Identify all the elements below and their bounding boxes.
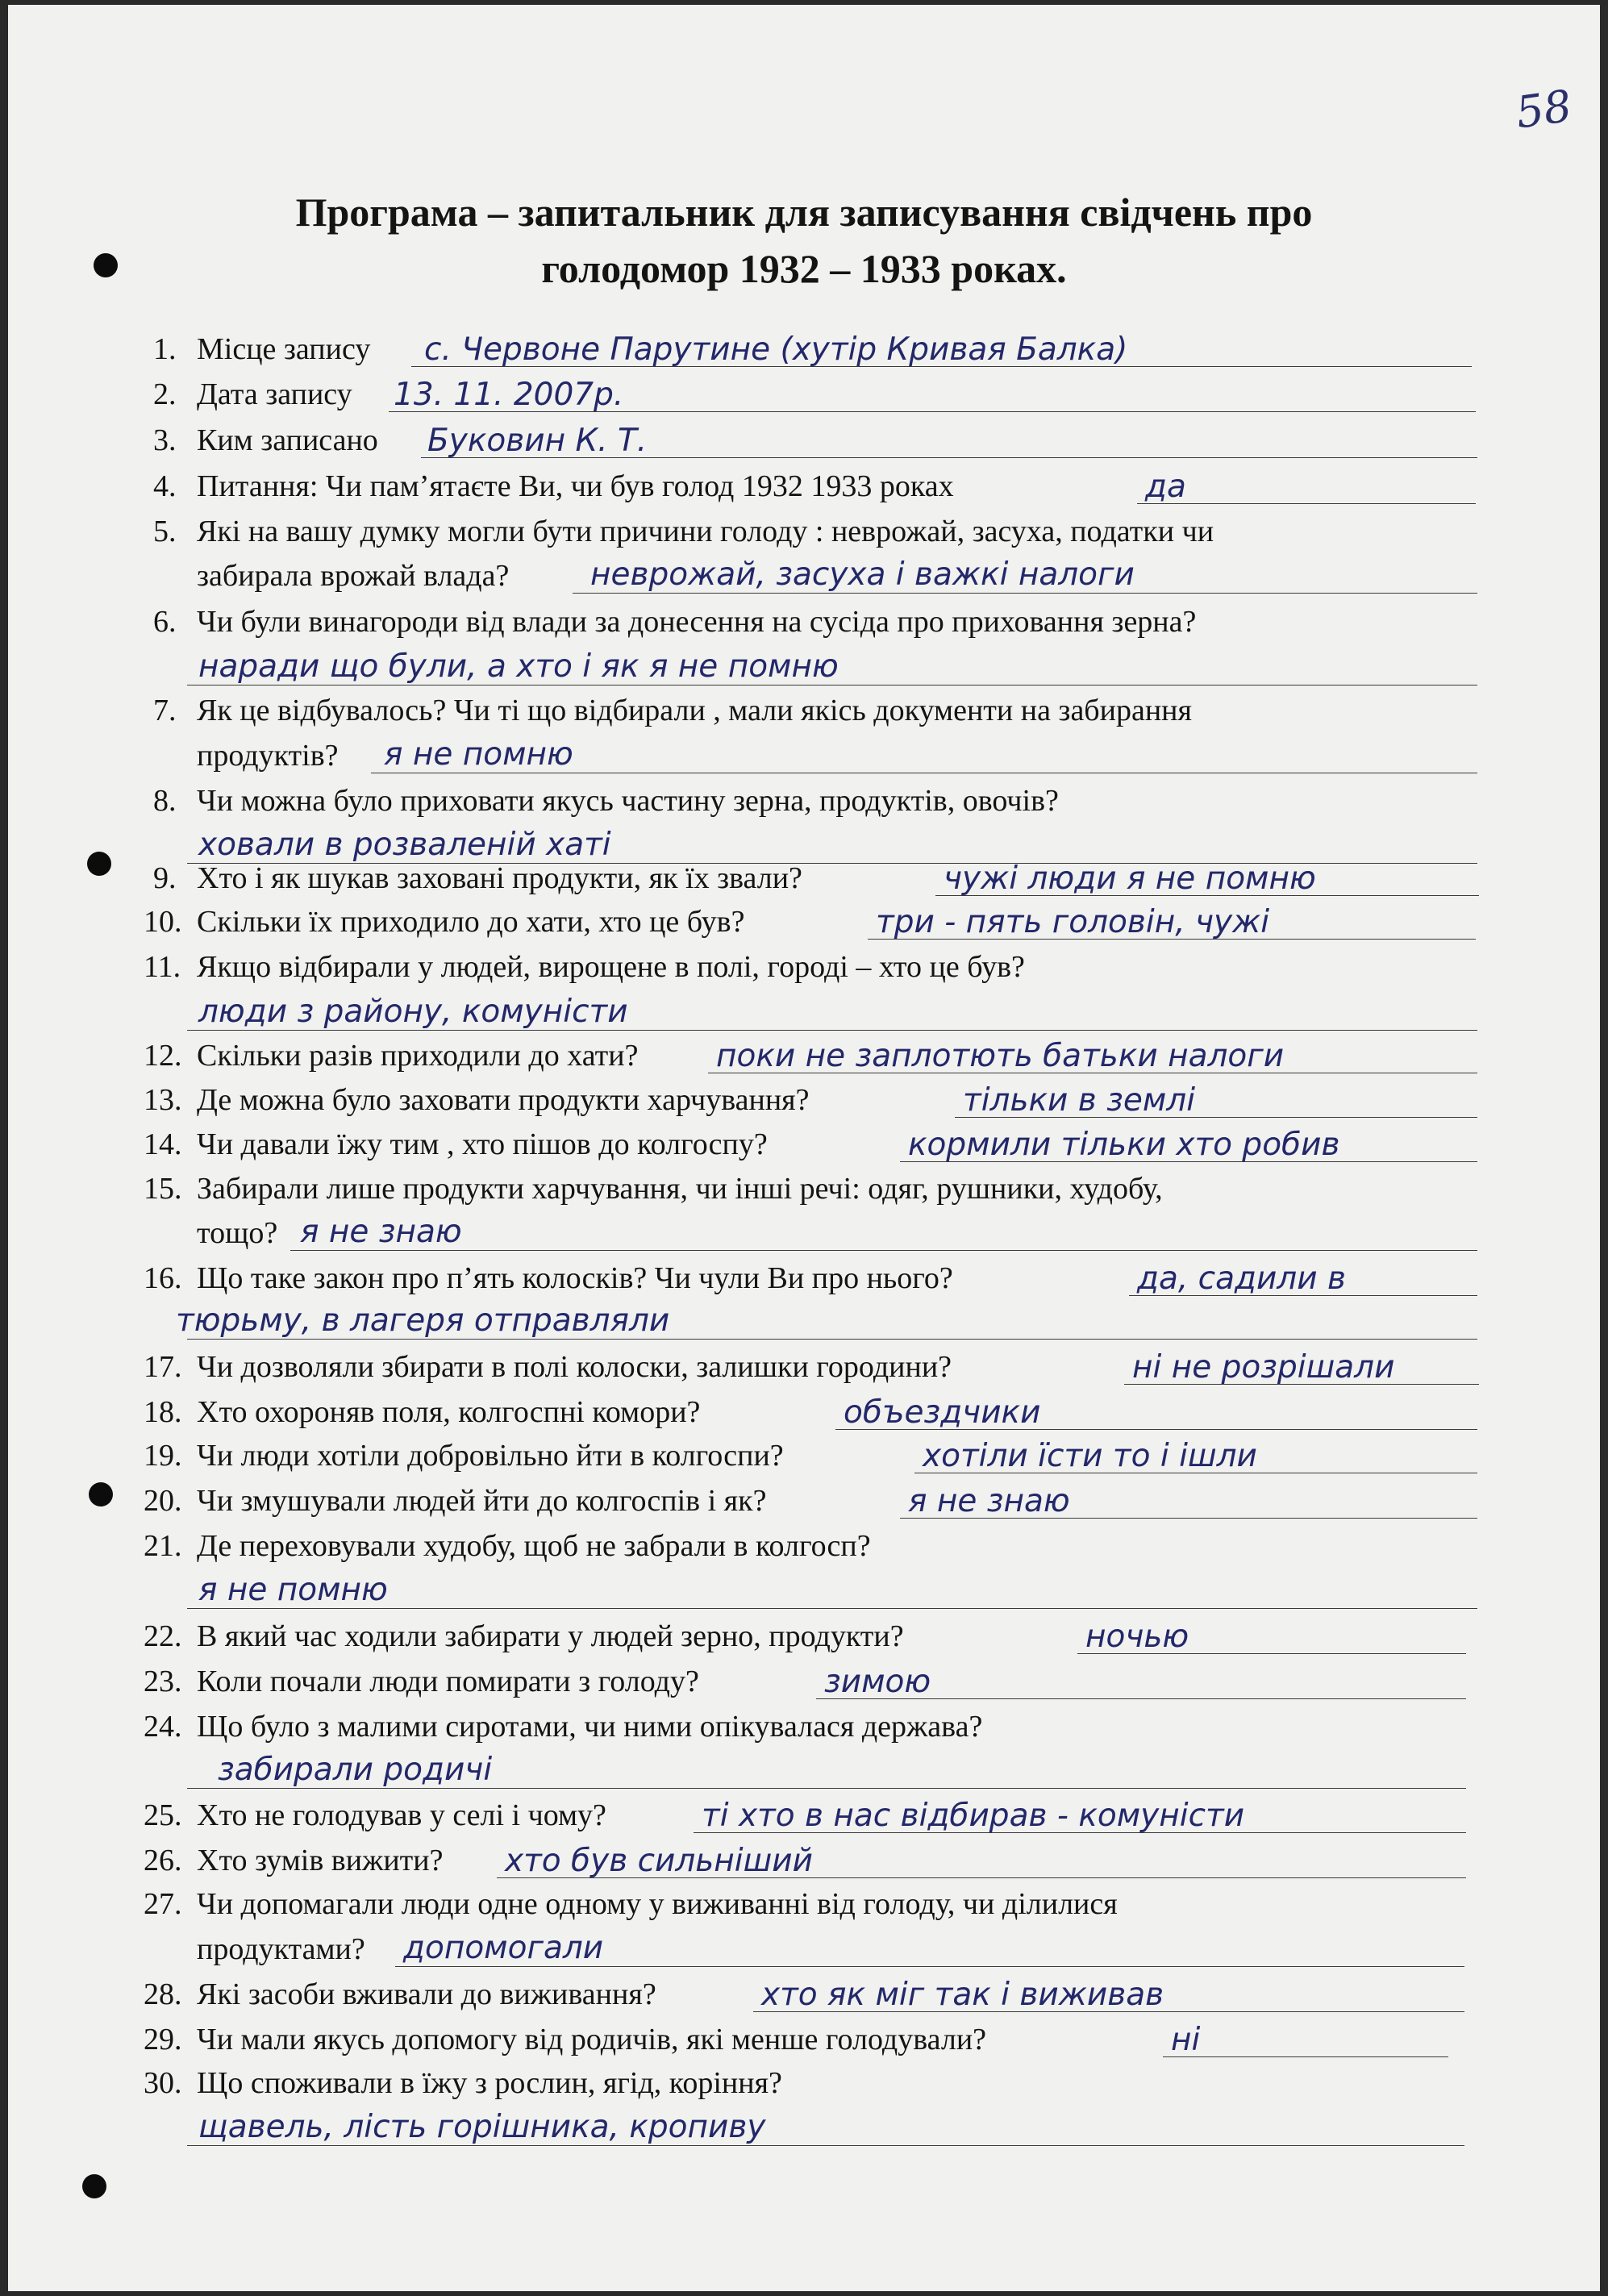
handwritten-answer: забирали родичі bbox=[218, 1752, 493, 1788]
handwritten-answer: щавель, лість горішника, кропиву bbox=[198, 2109, 766, 2145]
question-row-5-continued bbox=[8, 556, 1600, 596]
handwritten-answer: я не помню bbox=[198, 1572, 388, 1608]
question-number: 25. bbox=[144, 1798, 182, 1832]
handwritten-answer: люди з району, комуністи bbox=[198, 994, 628, 1030]
question-text: Чи люди хотіли добровільно йти в колгоспи? bbox=[197, 1439, 784, 1473]
question-row-7 bbox=[8, 690, 1600, 731]
question-row-28 bbox=[8, 1974, 1600, 2015]
question-row-26 bbox=[8, 1840, 1600, 1881]
handwritten-answer: ті хто в нас відбирав - комуністи bbox=[702, 1798, 1245, 1834]
question-text: Як це відбувалось? Чи ті що відбирали , мали якісь документи на забирання bbox=[197, 694, 1192, 727]
question-row-21 bbox=[8, 1526, 1600, 1566]
answer-line bbox=[290, 1250, 1477, 1251]
handwritten-answer: ночью bbox=[1085, 1619, 1189, 1655]
answer-line bbox=[1137, 503, 1476, 504]
handwritten-answer: ні не розрішали bbox=[1132, 1349, 1395, 1386]
question-row-21-continued bbox=[8, 1571, 1600, 1611]
handwritten-page-number: 58 bbox=[1512, 80, 1575, 139]
handwritten-answer: три - пять головін, чужі bbox=[876, 904, 1270, 940]
document-title bbox=[8, 184, 1600, 297]
answer-line bbox=[1163, 2056, 1448, 2057]
question-text: Де переховували худобу, щоб не забрали в колгосп? bbox=[197, 1529, 871, 1563]
handwritten-answer: хто як міг так і виживав bbox=[761, 1977, 1164, 2013]
question-number: 13. bbox=[144, 1083, 182, 1117]
question-text: Що таке закон про п’ять колосків? Чи чули Ви про нього? bbox=[197, 1261, 953, 1295]
question-text: Хто охороняв поля, колгоспні комори? bbox=[197, 1395, 701, 1429]
question-row-24-continued bbox=[8, 1751, 1600, 1791]
question-text: Що споживали в їжу з рослин, ягід, коріння? bbox=[197, 2066, 782, 2100]
question-row-27 bbox=[8, 1884, 1600, 1924]
question-text: Чи давали їжу тим , хто пішов до колгоспу? bbox=[197, 1127, 768, 1161]
question-number: 9. bbox=[153, 861, 177, 895]
question-row-30 bbox=[8, 2063, 1600, 2103]
question-number: 5. bbox=[153, 515, 177, 548]
question-number: 16. bbox=[144, 1261, 182, 1295]
question-number: 14. bbox=[144, 1127, 182, 1161]
question-number: 27. bbox=[144, 1887, 182, 1921]
question-number: 7. bbox=[153, 694, 177, 727]
question-text: Хто і як шукав заховані продукти, як їх звали? bbox=[197, 861, 802, 895]
question-number: 26. bbox=[144, 1844, 182, 1877]
handwritten-answer: с. Червоне Парутине (хутір Кривая Балка) bbox=[424, 331, 1128, 368]
question-text: Які на вашу думку могли бути причини голоду : неврожай, засуха, податки чи bbox=[197, 515, 1214, 548]
question-text: Коли почали люди помирати з голоду? bbox=[197, 1665, 699, 1698]
handwritten-answer: наради що були, а хто і як я не помню bbox=[198, 648, 839, 685]
question-text: Чи дозволяли збирати в полі колоски, залишки городини? bbox=[197, 1350, 952, 1384]
handwritten-answer: объездчики bbox=[844, 1394, 1041, 1431]
question-row-2 bbox=[8, 374, 1600, 415]
handwritten-answer: чужі люди я не помню bbox=[944, 860, 1316, 897]
question-row-20 bbox=[8, 1481, 1600, 1521]
question-text: Чи допомагали люди одне одному у виживанні від голоду, чи ділилися bbox=[197, 1887, 1118, 1921]
question-text: Дата запису bbox=[197, 377, 352, 411]
question-number: 6. bbox=[153, 605, 177, 639]
title-line-2: голодомор 1932 – 1933 роках. bbox=[541, 246, 1067, 291]
question-row-9 bbox=[8, 858, 1600, 898]
handwritten-answer: 13. 11. 2007р. bbox=[394, 377, 624, 413]
document-page bbox=[8, 5, 1600, 2291]
question-text: Чи були винагороди від влади за донесення на сусіда про приховання зерна? bbox=[197, 605, 1197, 639]
question-number: 18. bbox=[144, 1395, 182, 1429]
handwritten-answer: хто був сильніший bbox=[505, 1843, 813, 1879]
handwritten-answer: я не помню bbox=[384, 736, 573, 773]
question-row-11 bbox=[8, 947, 1600, 987]
question-row-1 bbox=[8, 329, 1600, 369]
question-row-10 bbox=[8, 902, 1600, 942]
handwritten-answer: тюрьму, в лагеря отправляли bbox=[176, 1302, 670, 1339]
question-row-15 bbox=[8, 1169, 1600, 1209]
question-text: Хто не голодував у селі і чому? bbox=[197, 1798, 606, 1832]
question-text: Де можна було заховати продукти харчування? bbox=[197, 1083, 810, 1117]
handwritten-answer: я не знаю bbox=[908, 1483, 1070, 1519]
handwritten-answer: неврожай, засуха і важкі налоги bbox=[590, 556, 1135, 593]
question-text: Що було з малими сиротами, чи ними опікувалася держава? bbox=[197, 1710, 983, 1744]
question-row-14 bbox=[8, 1124, 1600, 1165]
question-row-23 bbox=[8, 1661, 1600, 1702]
question-text: Чи змушували людей йти до колгоспів і як? bbox=[197, 1484, 767, 1518]
question-number: 3. bbox=[153, 423, 177, 457]
question-number: 17. bbox=[144, 1350, 182, 1384]
question-row-22 bbox=[8, 1616, 1600, 1656]
question-text: Чи можна було приховати якусь частину зерна, продуктів, овочів? bbox=[197, 784, 1059, 818]
question-number: 29. bbox=[144, 2023, 182, 2056]
question-row-3 bbox=[8, 420, 1600, 460]
handwritten-answer: ховали в розваленій хаті bbox=[198, 827, 611, 863]
question-text: В який час ходили забирати у людей зерно, продукти? bbox=[197, 1619, 904, 1653]
question-number: 12. bbox=[144, 1039, 182, 1073]
question-text: Хто зумів вижити? bbox=[197, 1844, 444, 1877]
handwritten-answer: кормили тільки хто робив bbox=[908, 1127, 1340, 1163]
question-text-continued: забирала врожай влада? bbox=[197, 559, 510, 593]
question-row-4 bbox=[8, 466, 1600, 506]
question-row-7-continued bbox=[8, 735, 1600, 776]
question-number: 30. bbox=[144, 2066, 182, 2100]
handwritten-answer: ні bbox=[1171, 2022, 1201, 2058]
handwritten-answer: да, садили в bbox=[1137, 1261, 1346, 1297]
question-text: Питання: Чи пам’ятаєте Ви, чи був голод 1932 1933 роках bbox=[197, 469, 954, 503]
question-number: 22. bbox=[144, 1619, 182, 1653]
question-text: Місце запису bbox=[197, 332, 371, 366]
question-number: 24. bbox=[144, 1710, 182, 1744]
question-text: Якщо відбирали у людей, вирощене в полі, городі – хто це був? bbox=[197, 950, 1025, 984]
handwritten-answer: зимою bbox=[824, 1664, 931, 1700]
handwritten-answer: я не знаю bbox=[300, 1214, 462, 1250]
question-row-16-continued bbox=[8, 1302, 1600, 1342]
question-text-continued: продуктами? bbox=[197, 1932, 365, 1966]
question-row-6-continued bbox=[8, 648, 1600, 688]
handwritten-answer: хотіли їсти то і ішли bbox=[923, 1438, 1257, 1474]
question-number: 28. bbox=[144, 1977, 182, 2011]
question-number: 20. bbox=[144, 1484, 182, 1518]
question-number: 11. bbox=[144, 950, 181, 984]
handwritten-answer: да bbox=[1145, 469, 1186, 505]
question-row-29 bbox=[8, 2019, 1600, 2060]
question-number: 1. bbox=[153, 332, 177, 366]
question-row-13 bbox=[8, 1080, 1600, 1120]
question-text: Скільки разів приходили до хати? bbox=[197, 1039, 639, 1073]
question-text: Скільки їх приходило до хати, хто це був? bbox=[197, 905, 745, 939]
question-row-16 bbox=[8, 1258, 1600, 1298]
question-row-24 bbox=[8, 1706, 1600, 1747]
question-text: Чи мали якусь допомогу від родичів, які менше голодували? bbox=[197, 2023, 987, 2056]
question-row-5 bbox=[8, 511, 1600, 552]
question-row-6 bbox=[8, 602, 1600, 642]
question-row-19 bbox=[8, 1436, 1600, 1476]
question-row-12 bbox=[8, 1035, 1600, 1076]
question-number: 19. bbox=[144, 1439, 182, 1473]
question-text: Ким записано bbox=[197, 423, 378, 457]
question-row-30-continued bbox=[8, 2108, 1600, 2148]
question-number: 10. bbox=[144, 905, 182, 939]
question-row-27-continued bbox=[8, 1929, 1600, 1969]
question-row-18 bbox=[8, 1392, 1600, 1432]
question-row-17 bbox=[8, 1347, 1600, 1387]
question-number: 23. bbox=[144, 1665, 182, 1698]
question-text-continued: тощо? bbox=[197, 1216, 278, 1250]
question-row-11-continued bbox=[8, 993, 1600, 1033]
handwritten-answer: тільки в землі bbox=[963, 1082, 1196, 1119]
handwritten-answer: Буковин К. Т. bbox=[427, 423, 648, 459]
handwritten-answer: поки не заплотють батьки налоги bbox=[716, 1038, 1285, 1074]
question-text-continued: продуктів? bbox=[197, 739, 339, 773]
question-row-15-continued bbox=[8, 1213, 1600, 1253]
question-number: 21. bbox=[144, 1529, 182, 1563]
question-text: Які засоби вживали до виживання? bbox=[197, 1977, 656, 2011]
punch-hole bbox=[82, 2174, 106, 2198]
punch-hole bbox=[94, 253, 118, 277]
question-number: 8. bbox=[153, 784, 177, 818]
handwritten-answer: допомогали bbox=[403, 1930, 604, 1966]
question-row-8 bbox=[8, 781, 1600, 821]
question-number: 15. bbox=[144, 1172, 182, 1206]
question-number: 2. bbox=[153, 377, 177, 411]
question-text: Забирали лише продукти харчування, чи інші речі: одяг, рушники, худобу, bbox=[197, 1172, 1163, 1206]
title-line-1: Програма – запитальник для записування свідчень про bbox=[295, 190, 1313, 235]
question-number: 4. bbox=[153, 469, 177, 503]
question-row-25 bbox=[8, 1795, 1600, 1836]
